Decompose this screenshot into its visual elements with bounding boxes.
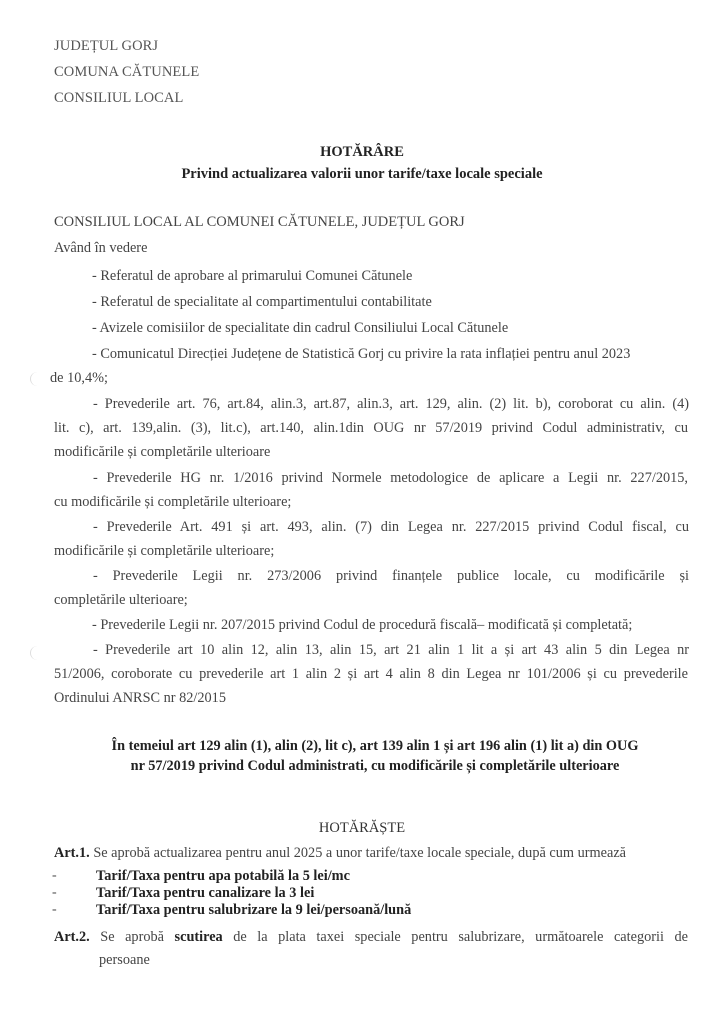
header-county: JUDEȚUL GORJ bbox=[54, 38, 159, 54]
preamble-item: - Referatul de aprobare al primarului Comunei Cătunele bbox=[92, 268, 413, 284]
legal-basis-line: În temeiul art 129 alin (1), alin (2), lit c), art 139 alin 1 și art 196 alin (1) lit a) din OUG bbox=[111, 738, 639, 754]
preamble-item: - Prevederile HG nr. 1/2016 privind Normele metodologice de aplicare a Legii nr. 227/2015, bbox=[93, 470, 688, 486]
article-1-text: Se aprobă actualizarea pentru anul 2025 a unor tarife/taxe locale speciale, după cum urmează bbox=[93, 845, 627, 861]
preamble-item: - Avizele comisiilor de specialitate din cadrul Consiliului Local Cătunele bbox=[92, 320, 509, 336]
article-2-cont: persoane bbox=[99, 952, 150, 968]
preamble-item: - Prevederile Legii nr. 207/2015 privind Codul de procedură fiscală– modificată și completată; bbox=[92, 617, 633, 633]
preamble-item-cont: modificările și completările ulterioare bbox=[54, 444, 271, 460]
punch-hole-mark bbox=[30, 646, 45, 660]
preamble-item-cont: lit. c), art. 139,alin. (3), lit.c), art.140, alin.1din OUG nr 57/2019 privind Codul administrativ, cu bbox=[54, 420, 688, 436]
header-council: CONSILIUL LOCAL bbox=[54, 90, 184, 106]
article-2 bbox=[54, 929, 688, 946]
punch-hole-mark bbox=[30, 372, 45, 386]
preamble-item: - Comunicatul Direcției Județene de Statistică Gorj cu privire la rata inflației pentru anul 2023 bbox=[92, 346, 631, 362]
preamble-item: - Prevederile art 10 alin 12, alin 13, alin 15, art 21 alin 1 lit a și art 43 alin 5 din Legea nr bbox=[93, 642, 689, 658]
preamble-item-cont: cu modificările și completările ulterioare; bbox=[54, 494, 292, 510]
tariff-item-sanitation: Tarif/Taxa pentru salubrizare la 9 lei/persoană/lună bbox=[96, 902, 412, 918]
list-dash: - bbox=[52, 868, 57, 883]
preamble-item: - Prevederile Art. 491 și art. 493, alin. (7) din Legea nr. 227/2015 privind Codul fiscal, cu bbox=[93, 519, 689, 535]
article-2-emphasis: scutirea bbox=[174, 929, 223, 945]
decision-heading: HOTĂRĂȘTE bbox=[318, 820, 406, 836]
document-subtitle: Privind actualizarea valorii unor tarife/taxe locale speciale bbox=[181, 166, 543, 182]
preamble-item-cont: Ordinului ANRSC nr 82/2015 bbox=[54, 690, 226, 706]
document-title: HOTĂRÂRE bbox=[320, 144, 404, 160]
preamble-item: - Prevederile Legii nr. 273/2006 privind finanțele publice locale, cu modificările și bbox=[93, 568, 689, 584]
issuer: CONSILIUL LOCAL AL COMUNEI CĂTUNELE, JUDEȚUL GORJ bbox=[54, 214, 465, 230]
article-2-text-b: de la plata taxei speciale pentru salubrizare, următoarele categorii de bbox=[233, 929, 688, 945]
preamble-item: - Prevederile art. 76, art.84, alin.3, art.87, alin.3, art. 129, alin. (2) lit. b), coroborat cu alin. (4) bbox=[93, 396, 689, 412]
preamble-item-cont: modificările și completările ulterioare; bbox=[54, 543, 275, 559]
list-dash: - bbox=[52, 902, 57, 917]
preamble-item-cont: completările ulterioare; bbox=[54, 592, 188, 608]
article-2-label: Art.2. bbox=[54, 929, 90, 945]
tariff-item-sewage: Tarif/Taxa pentru canalizare la 3 lei bbox=[96, 885, 315, 901]
tariff-item-water: Tarif/Taxa pentru apa potabilă la 5 lei/mc bbox=[96, 868, 350, 884]
preamble-item-cont: de 10,4%; bbox=[50, 370, 108, 386]
preamble-item: - Referatul de specialitate al compartimentului contabilitate bbox=[92, 294, 432, 310]
article-1-label: Art.1. bbox=[54, 845, 90, 861]
preamble-item-cont: 51/2006, coroborate cu prevederile art 1 alin 2 și art 4 alin 8 din Legea nr 101/2006 și cu prevederile bbox=[54, 666, 688, 682]
article-1 bbox=[54, 845, 626, 862]
article-2-text-a: Se aprobă bbox=[100, 929, 164, 945]
preamble-intro: Având în vedere bbox=[54, 240, 148, 256]
list-dash: - bbox=[52, 885, 57, 900]
header-commune: COMUNA CĂTUNELE bbox=[54, 64, 200, 80]
legal-basis-line: nr 57/2019 privind Codul administrati, cu modificările și completările ulterioare bbox=[130, 758, 620, 774]
